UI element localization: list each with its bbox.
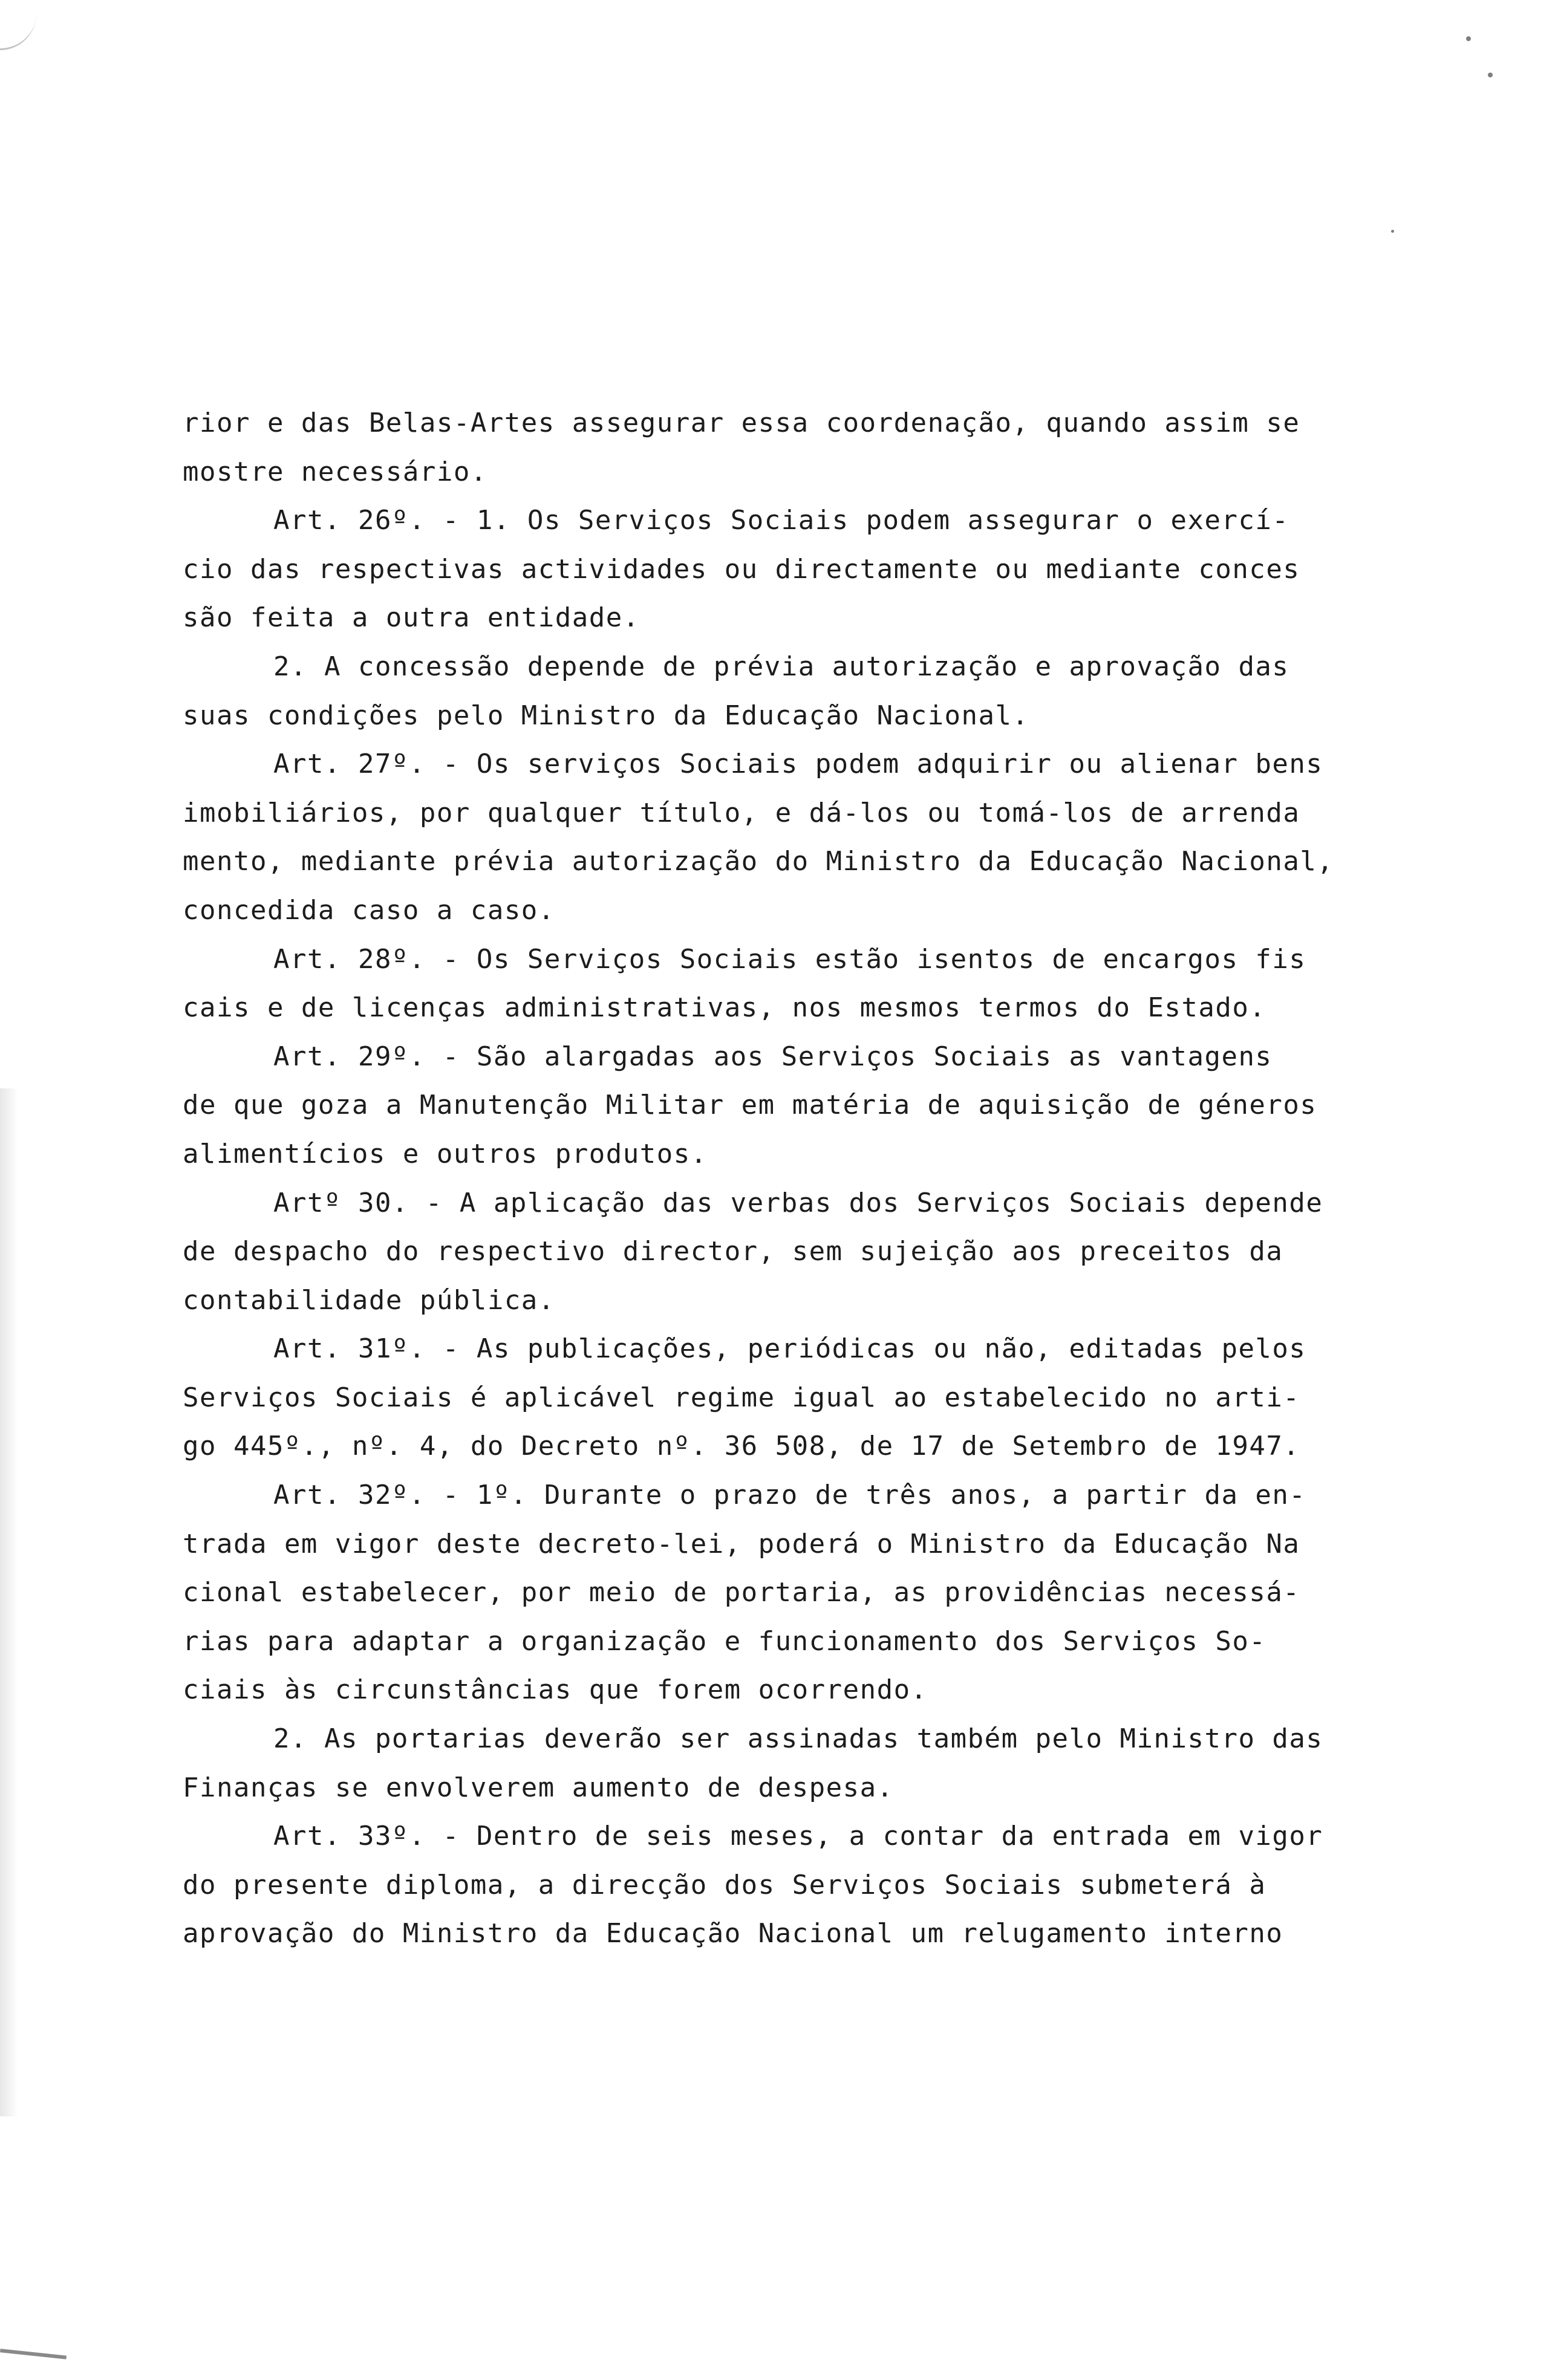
text-line: são feita a outra entidade. [183,602,640,634]
text-line: cional estabelecer, por meio de portaria, as providências necessá- [183,1577,1300,1608]
text-line: rias para adaptar a organização e funcionamento dos Serviços So- [183,1625,1266,1657]
scan-speck [1391,230,1394,233]
text-line: 2. A concessão depende de prévia autorização e aprovação das [273,651,1289,682]
text-line: mento, mediante prévia autorização do Ministro da Educação Nacional, [183,846,1334,877]
text-line: ciais às circunstâncias que forem ocorrendo. [183,1674,928,1706]
text-line: alimentícios e outros produtos. [183,1138,708,1169]
text-line: rior e das Belas-Artes assegurar essa coordenação, quando assim se [183,408,1300,438]
scan-bottom-mark [0,2349,67,2359]
text-line: mostre necessário. [183,456,487,487]
text-line: imobiliários, por qualquer título, e dá-los ou tomá-los de arrenda [183,797,1300,828]
text-line: go 445º., nº. 4, do Decreto nº. 36 508, de 17 de Setembro de 1947. [183,1431,1300,1462]
text-line: cais e de licenças administrativas, nos mesmos termos do Estado. [183,992,1266,1024]
text-line: Art. 32º. - 1º. Durante o prazo de três anos, a partir da en- [273,1480,1306,1511]
text-line: aprovação do Ministro da Educação Nacional um relugamento interno [183,1918,1283,1949]
text-line: Art. 26º. - 1. Os Serviços Sociais podem assegurar o exercí- [273,505,1289,536]
text-line: 2. As portarias deverão ser assinadas também pelo Ministro das [273,1723,1323,1755]
document-text [183,399,1392,1959]
text-line: concedida caso a caso. [183,894,555,926]
text-line: Art. 29º. - São alargadas aos Serviços Sociais as vantagens [273,1041,1273,1072]
text-line: suas condições pelo Ministro da Educação Nacional. [183,700,1029,731]
text-line: Artº 30. - A aplicação das verbas dos Serviços Sociais depende [273,1187,1323,1218]
scan-corner-mark [0,0,36,50]
text-line: cio das respectivas actividades ou directamente ou mediante conces [183,553,1300,585]
text-line: do presente diploma, a direcção dos Serviços Sociais submeterá à [183,1869,1266,1900]
text-line: Art. 33º. - Dentro de seis meses, a contar da entrada em vigor [273,1821,1323,1852]
text-line: contabilidade pública. [183,1284,555,1316]
text-line: Art. 28º. - Os Serviços Sociais estão isentos de encargos fis [273,943,1306,975]
text-line: trada em vigor deste decreto-lei, poderá o Ministro da Educação Na [183,1528,1300,1559]
scan-speck [1466,36,1471,41]
text-line: Finanças se envolverem aumento de despesa. [183,1772,894,1803]
text-line: Art. 27º. - Os serviços Sociais podem adquirir ou alienar bens [273,749,1323,780]
text-line: de que goza a Manutenção Militar em matéria de aquisição de géneros [183,1090,1317,1121]
text-line: Art. 31º. - As publicações, periódicas ou não, editadas pelos [273,1333,1306,1365]
scan-left-edge-shadow [0,1088,18,2116]
scan-speck [1488,73,1493,77]
text-line: de despacho do respectivo director, sem sujeição aos preceitos da [183,1236,1283,1267]
text-line: Serviços Sociais é aplicável regime igual ao estabelecido no arti- [183,1382,1300,1413]
